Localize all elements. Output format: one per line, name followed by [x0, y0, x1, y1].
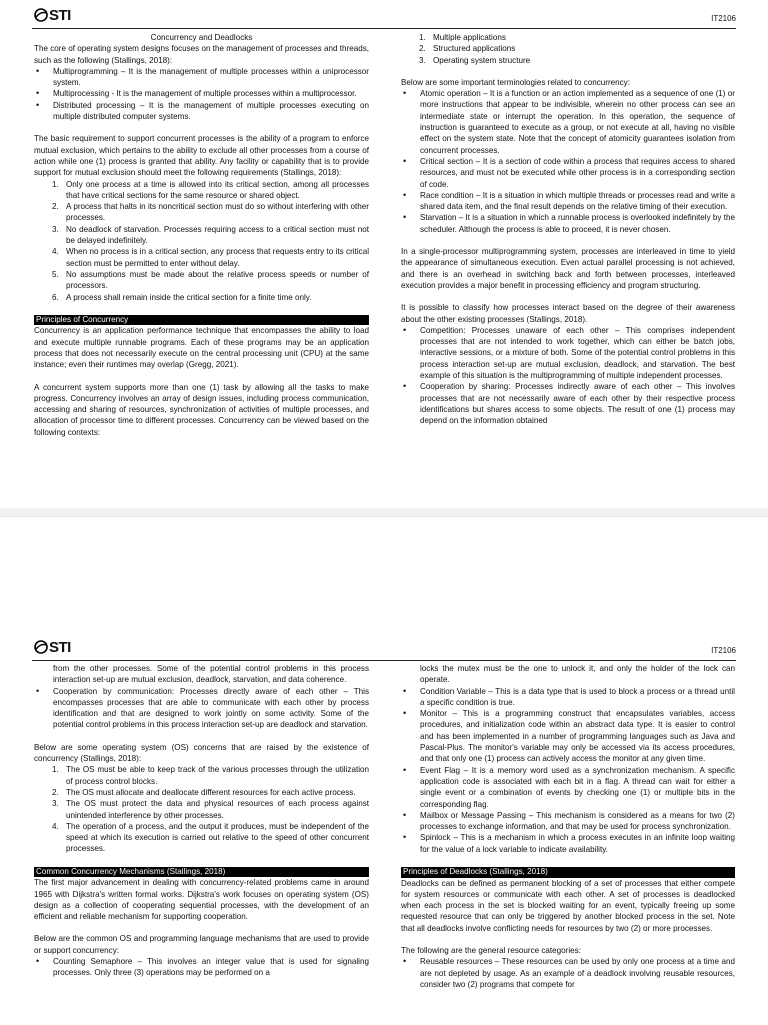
course-code: IT2106: [711, 14, 736, 23]
list-item: • Counting Semaphore – This involves an integer value that is used for signaling processes. Only three (3) operations may be performed on a: [34, 956, 369, 979]
principles-paragraph: Concurrency is an application performance technique that encompasses the ability to load and execute multiple runnable programs. Each of these programs may be an application process that does not necessarily execute on the central processing unit (CPU) at the same instance; even their runtimes may overlap (Gregg, 2021).: [34, 326, 369, 370]
list-item: • Event Flag – It is a memory word used as a synchronization mechanism. A specific application code is associated with each bit in a flag. A thread can wait for either a single event or a combination of events by checking one (1) or multiple bits in the corresponding flag.: [401, 765, 735, 810]
sti-logo: [34, 639, 71, 655]
contexts-list: [401, 32, 735, 66]
terms-list: [401, 88, 735, 235]
list-item: • Starvation – It is a situation in which a runnable process is overlooked indefinitely by the scheduler. Although the process is able to proceed, it is never chosen.: [401, 212, 735, 235]
single-processor-paragraph: In a single-processor multiprogramming system, processes are interleaved in time to yield the appearance of simultaneous execution. Even actual parallel processing is not achieved, and there is an overhead in switching back and forth between processes, interleaved execution provides a major benefit in processing efficiency and program structuring.: [401, 247, 735, 290]
list-item: 4. The operation of a process, and the output it produces, must be independent of the speed at which its execution is carried out relative to the speed of other concurrent processes.: [52, 821, 369, 854]
categories-intro: The following are the general resource categories:: [401, 946, 581, 956]
list-item: • Cooperation by communication: Processes directly aware of each other – This encompasses processes that are able to communicate with each other by process identification and that are designed to work jointly on some activity. Some of the potential control problems in this process interaction set-up are deadlock and starvation.: [34, 686, 369, 731]
list-item: 2. A process that halts in its noncritical section must do so without interfering with other processes.: [52, 202, 369, 223]
os-concerns-list: [34, 764, 369, 854]
concurrent-system-paragraph: A concurrent system supports more than one (1) task by allowing all the tasks to make progress. Concurrency involves an array of design issues, including process communication, accessing and sharing of resources, synchronization of activities of multiple processes, and allocation of processor time to different processes. Concurrency can be viewed based on the following contexts:: [34, 382, 369, 437]
mechanisms-list-continued: [401, 686, 735, 855]
page-gap: [0, 508, 768, 516]
sti-logo-icon: [34, 640, 48, 654]
terms-intro: Below are some important terminologies related to concurrency:: [401, 77, 630, 87]
mechanisms-paragraph: The first major advancement in dealing with concurrency-related problems came in around 1965 with Dijkstra's written formal works. Dijkstra's work focuses on operating system (OS) design as a collection of cooperating sequential processes, with the development of an efficient and reliable mechanism for supporting cooperation.: [34, 878, 369, 922]
continued-paragraph: from the other processes. Some of the potential control problems in this process interaction set-up are mutual exclusion, deadlock, starvation, and data coherence.: [53, 664, 369, 685]
list-item: 1. Only one process at a time is allowed into its critical section, among all processes that have critical sections for the same resource or shared object.: [52, 179, 369, 200]
list-item: 6. A process shall remain inside the critical section for a finite time only.: [52, 292, 312, 302]
categories-list: [401, 956, 735, 990]
requirements-list: [34, 179, 369, 303]
right-column: [401, 32, 735, 427]
list-item: • Mailbox or Message Passing – This mechanism is considered as a means for two (2) processes to exchange information, and that may be used for process synchronization.: [401, 810, 735, 833]
section-heading: Principles of Deadlocks (Stallings, 2018): [401, 867, 735, 878]
list-item: • Cooperation by sharing: Processes indirectly aware of each other – This involves processes that are not necessarily aware of each other by their respective process identifications but shares access to some objects. The result of one (1) process may depend on the information obtained: [401, 381, 735, 426]
sti-logo-icon: [34, 8, 48, 22]
right-column: [401, 663, 735, 990]
list-item: • Multiprogramming – It is the management of multiple processes within a uniprocessor system.: [34, 66, 369, 89]
left-column: [34, 32, 369, 438]
list-item: 3. Operating system structure: [419, 55, 531, 65]
list-item: • Monitor – This is a programming construct that encapsulates variables, access procedures, and initialization code within an abstract data type. It is easier to control and has been implemented in a number of programming languages such as Java and Pascal-Plus. The monitor's variable may only be accessed via its access procedures, and that only one (1) process can actively access the monitor at any given time.: [401, 708, 735, 764]
list-item: 3. No deadlock of starvation. Processes requiring access to a critical section must not be delayed indefinitely.: [52, 224, 369, 246]
mechanisms-list: [34, 956, 369, 979]
section-heading: Common Concurrency Mechanisms (Stallings, 2018): [34, 867, 369, 878]
header-divider: [32, 28, 736, 29]
logo-text: STI: [49, 638, 71, 656]
list-item: 2. The OS must allocate and deallocate different resources for each active process.: [52, 787, 356, 797]
classify-paragraph: It is possible to classify how processes interact based on the degree of their awareness about the other existing processes (Stallings, 2018).: [401, 303, 735, 324]
deadlock-paragraph: Deadlocks can be defined as permanent blocking of a set of processes that either compete for system resources or communicate with each other. A set of processes is deadlocked when each process in the set is blocked waiting for an event, typically freeing up some requested resource that can only be triggered by another blocked process in the set. Note that all deadlocks involve conflicting needs for resources by two (2) or more processes.: [401, 878, 735, 933]
intro-paragraph: The core of operating system designs focuses on the management of processes and threads, such as the following (Stallings, 2018):: [34, 44, 369, 65]
header-divider: [32, 660, 736, 661]
list-item: • Reusable resources – These resources can be used by only one process at a time and are not depleted by usage. As an example of a deadlock involving reusable resources, consider two (2) programs that compete for: [401, 956, 735, 990]
list-item: • Competition: Processes unaware of each other – This comprises independent processes that are not intended to work together, which can either be batch jobs, interactive sessions, or a mixture of both. Some of the potential control problems in this process interaction set-up are mutual exclusion, deadlock, and starvation. The best example of this situation is the multiprogramming of multiple independent processes.: [401, 325, 735, 381]
list-item: • Condition Variable – This is a data type that is used to block a process or a thread until a specific condition is true.: [401, 686, 735, 709]
list-item: 2. Structured applications: [419, 44, 516, 54]
list-item: 3. The OS must protect the data and physical resources of each process against unintended interference by other processes.: [52, 799, 369, 820]
list-item: 5. No assumptions must be made about the relative process speeds or number of processors.: [52, 269, 369, 291]
os-concerns-intro: Below are some operating system (OS) concerns that are raised by the existence of concurrency (Stallings, 2018):: [34, 742, 369, 764]
course-code: IT2106: [711, 646, 736, 655]
logo-text: STI: [49, 6, 71, 24]
basic-requirement-paragraph: The basic requirement to support concurrent processes is the ability of a program to enforce mutual exclusion, which pertains to the ability to exclude all other processes from a course of action while one (1) process is granted that ability. Any facility or capability that is to provide support for mutual exclusion should meet the following requirements (Stallings, 2018):: [34, 134, 369, 178]
list-item: • Multiprocessing - It is the management of multiple processes within a multiprocessor.: [34, 88, 369, 99]
interactions-list: [401, 325, 735, 427]
intro-list: [34, 66, 369, 122]
mutex-continued: locks the mutex must be the one to unlock it, and only the holder of the lock can operate.: [420, 664, 735, 685]
mechanisms-intro: Below are the common OS and programming language mechanisms that are used to provide or support concurrency:: [34, 934, 369, 955]
handout-page-1: [0, 0, 768, 508]
sti-logo: [34, 7, 71, 23]
handout-page-2: [0, 516, 768, 1025]
list-item: • Critical section – It is a section of code within a process that requires access to shared resources, and must not be executed while other process is in a corresponding section of code.: [401, 156, 735, 190]
document-title: Concurrency and Deadlocks: [150, 33, 253, 42]
list-item: 1. Multiple applications: [419, 33, 506, 42]
list-item: • Distributed processing – It is the management of multiple processes executing on multiple distributed computer systems.: [34, 100, 369, 123]
list-item: • Race condition – It is a situation in which multiple threads or processes read and write a shared data item, and the final result depends on the relative timing of their execution.: [401, 190, 735, 213]
list-item: 4. When no process is in a critical section, any process that requests entry to its critical section must be permitted to enter without delay.: [52, 247, 369, 268]
cooperation-list: [34, 686, 369, 731]
list-item: • Spinlock – This is a mechanism in which a process executes in an infinite loop waiting for the value of a lock variable to indicate availability.: [401, 832, 735, 855]
list-item: • Atomic operation – It is a function or an action implemented as a sequence of one (1) or more instructions that appear to be indivisible, wherein no other process can see an intermediate state or interrupt the operation. In this operation, the sequence of instruction is guaranteed to execute as a group, or not execute at all, having no visible effect on the system state. Note that the concept of atomicity guarantees isolation from concurrent processes.: [401, 88, 735, 156]
list-item: 1. The OS must be able to keep track of the various processes through the utilization of process control blocks.: [52, 765, 369, 786]
left-column: [34, 663, 369, 979]
section-heading: Principles of Concurrency: [34, 315, 369, 326]
